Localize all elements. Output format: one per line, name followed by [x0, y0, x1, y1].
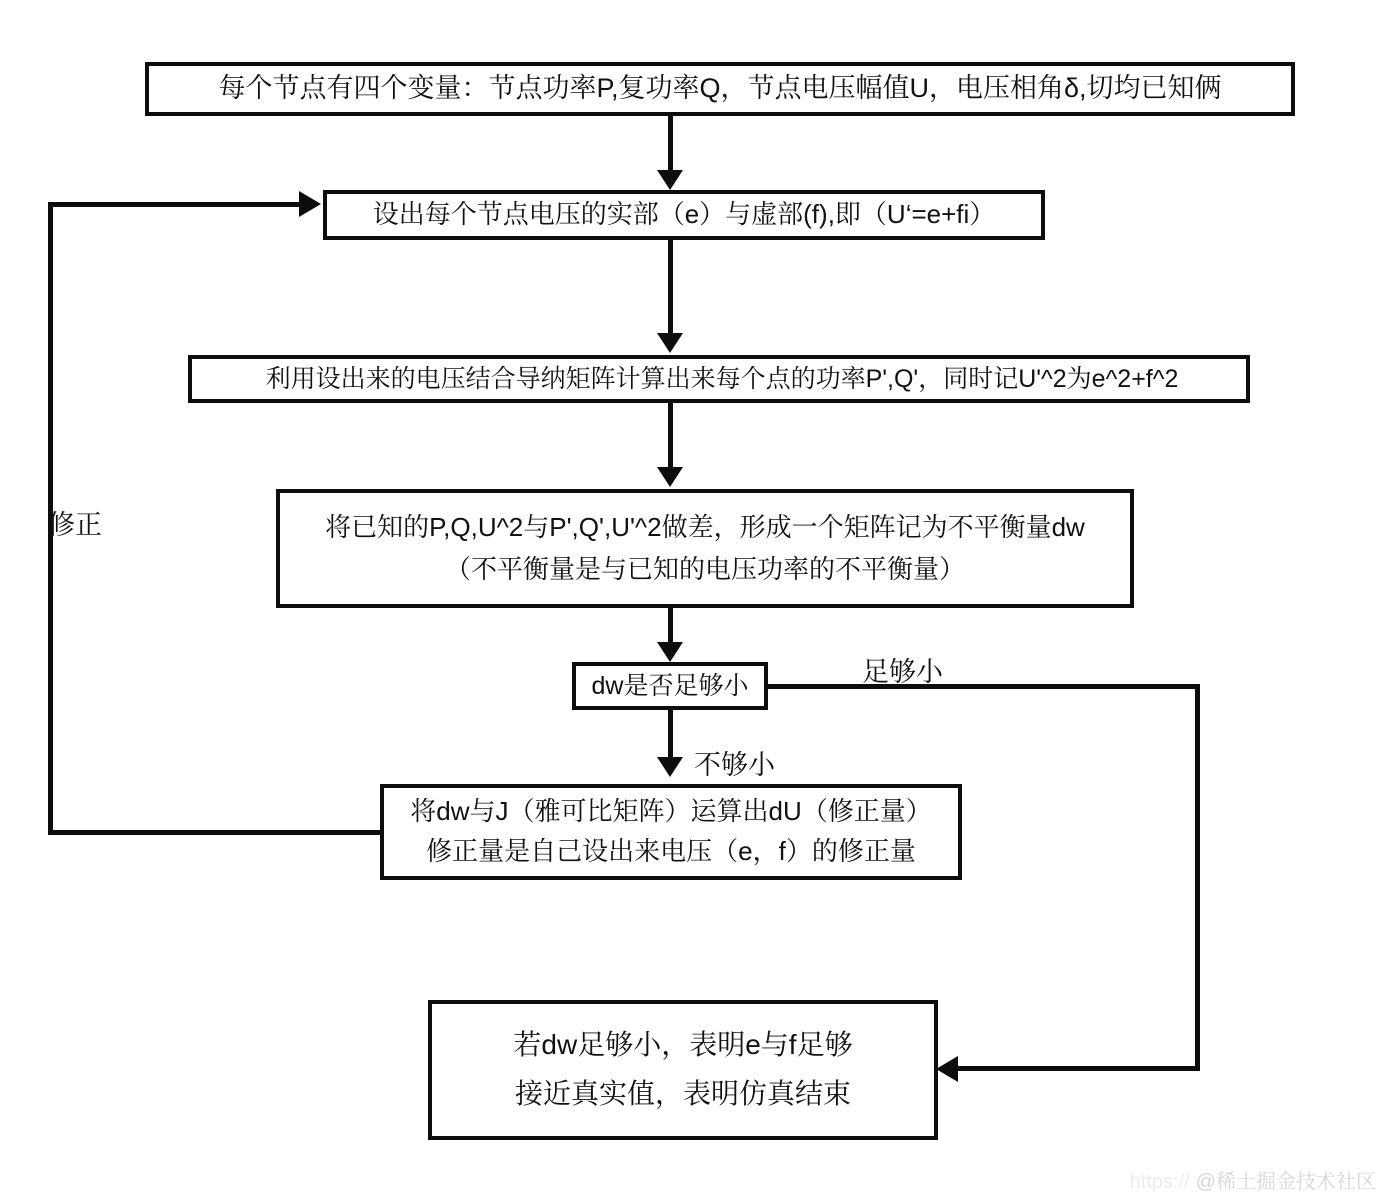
node-correction — [380, 784, 962, 880]
connector-right-branch-down — [1195, 684, 1200, 1071]
watermark-url: https:// — [1129, 1171, 1190, 1193]
node-result-line-1: 若dw足够小，表明e与f足够 — [513, 1029, 853, 1061]
connector-feedback-to-set-voltage — [48, 202, 301, 207]
node-mismatch-line-1: 将已知的P,Q,U^2与P',Q',U'^2做差，形成一个矩阵记为不平衡量dw — [325, 511, 1085, 542]
arrowhead-feedback-to-set-voltage — [299, 191, 321, 217]
arrowhead-compute-power-to-mismatch — [657, 467, 683, 487]
watermark-handle: @稀土掘金技术社区 — [1195, 1171, 1376, 1193]
arrowhead-right-branch-to-result — [936, 1056, 958, 1082]
connector-set-voltage-to-compute-power — [668, 240, 673, 335]
node-set-voltage-line-1: 设出每个节点电压的实部（e）与虚部(f),即（U‘=e+fi） — [372, 199, 996, 230]
connector-decision-right-branch — [768, 684, 1200, 689]
node-decision-line-1: dw是否足够小 — [591, 671, 749, 700]
node-decision-dw-small — [572, 662, 768, 710]
node-mismatch-line-2: （不平衡量是与已知的电压功率的不平衡量） — [444, 553, 965, 584]
node-mismatch — [276, 489, 1134, 608]
connector-decision-down-branch — [668, 710, 673, 762]
node-compute-power — [188, 355, 1250, 403]
edge-label-correct: 修正 — [48, 510, 102, 540]
node-result-line-2: 接近真实值，表明仿真结束 — [514, 1078, 851, 1109]
node-correction-line-2: 修正量是自己设出来电压（e，f）的修正量 — [426, 836, 916, 866]
arrowhead-variables-to-set-voltage — [657, 170, 683, 190]
node-correction-line-1: 将dw与J（雅可比矩阵）运算出dU（修正量） — [410, 796, 932, 827]
arrowhead-set-voltage-to-compute-power — [657, 333, 683, 353]
arrowhead-mismatch-to-decision — [657, 642, 683, 662]
connector-right-branch-to-result — [958, 1066, 1198, 1071]
node-variables-line-1: 每个节点有四个变量：节点功率P,复功率Q，节点电压幅值U，电压相角δ,切均已知俩 — [218, 73, 1222, 104]
node-compute-power-line-1: 利用设出来的电压结合导纳矩阵计算出来每个点的功率P',Q'，同时记U'^2为e^2+f^2 — [265, 364, 1179, 393]
node-set-voltage — [323, 190, 1045, 240]
connector-compute-power-to-mismatch — [668, 403, 673, 471]
edge-label-enough-small: 足够小 — [862, 657, 943, 687]
arrowhead-decision-to-correction — [657, 757, 683, 777]
watermark — [1130, 1165, 1376, 1194]
connector-feedback-left — [48, 830, 382, 835]
node-result — [428, 1000, 938, 1140]
edge-label-not-small: 不够小 — [694, 750, 775, 780]
connector-variables-to-set-voltage — [668, 116, 673, 172]
node-variables — [145, 62, 1295, 116]
